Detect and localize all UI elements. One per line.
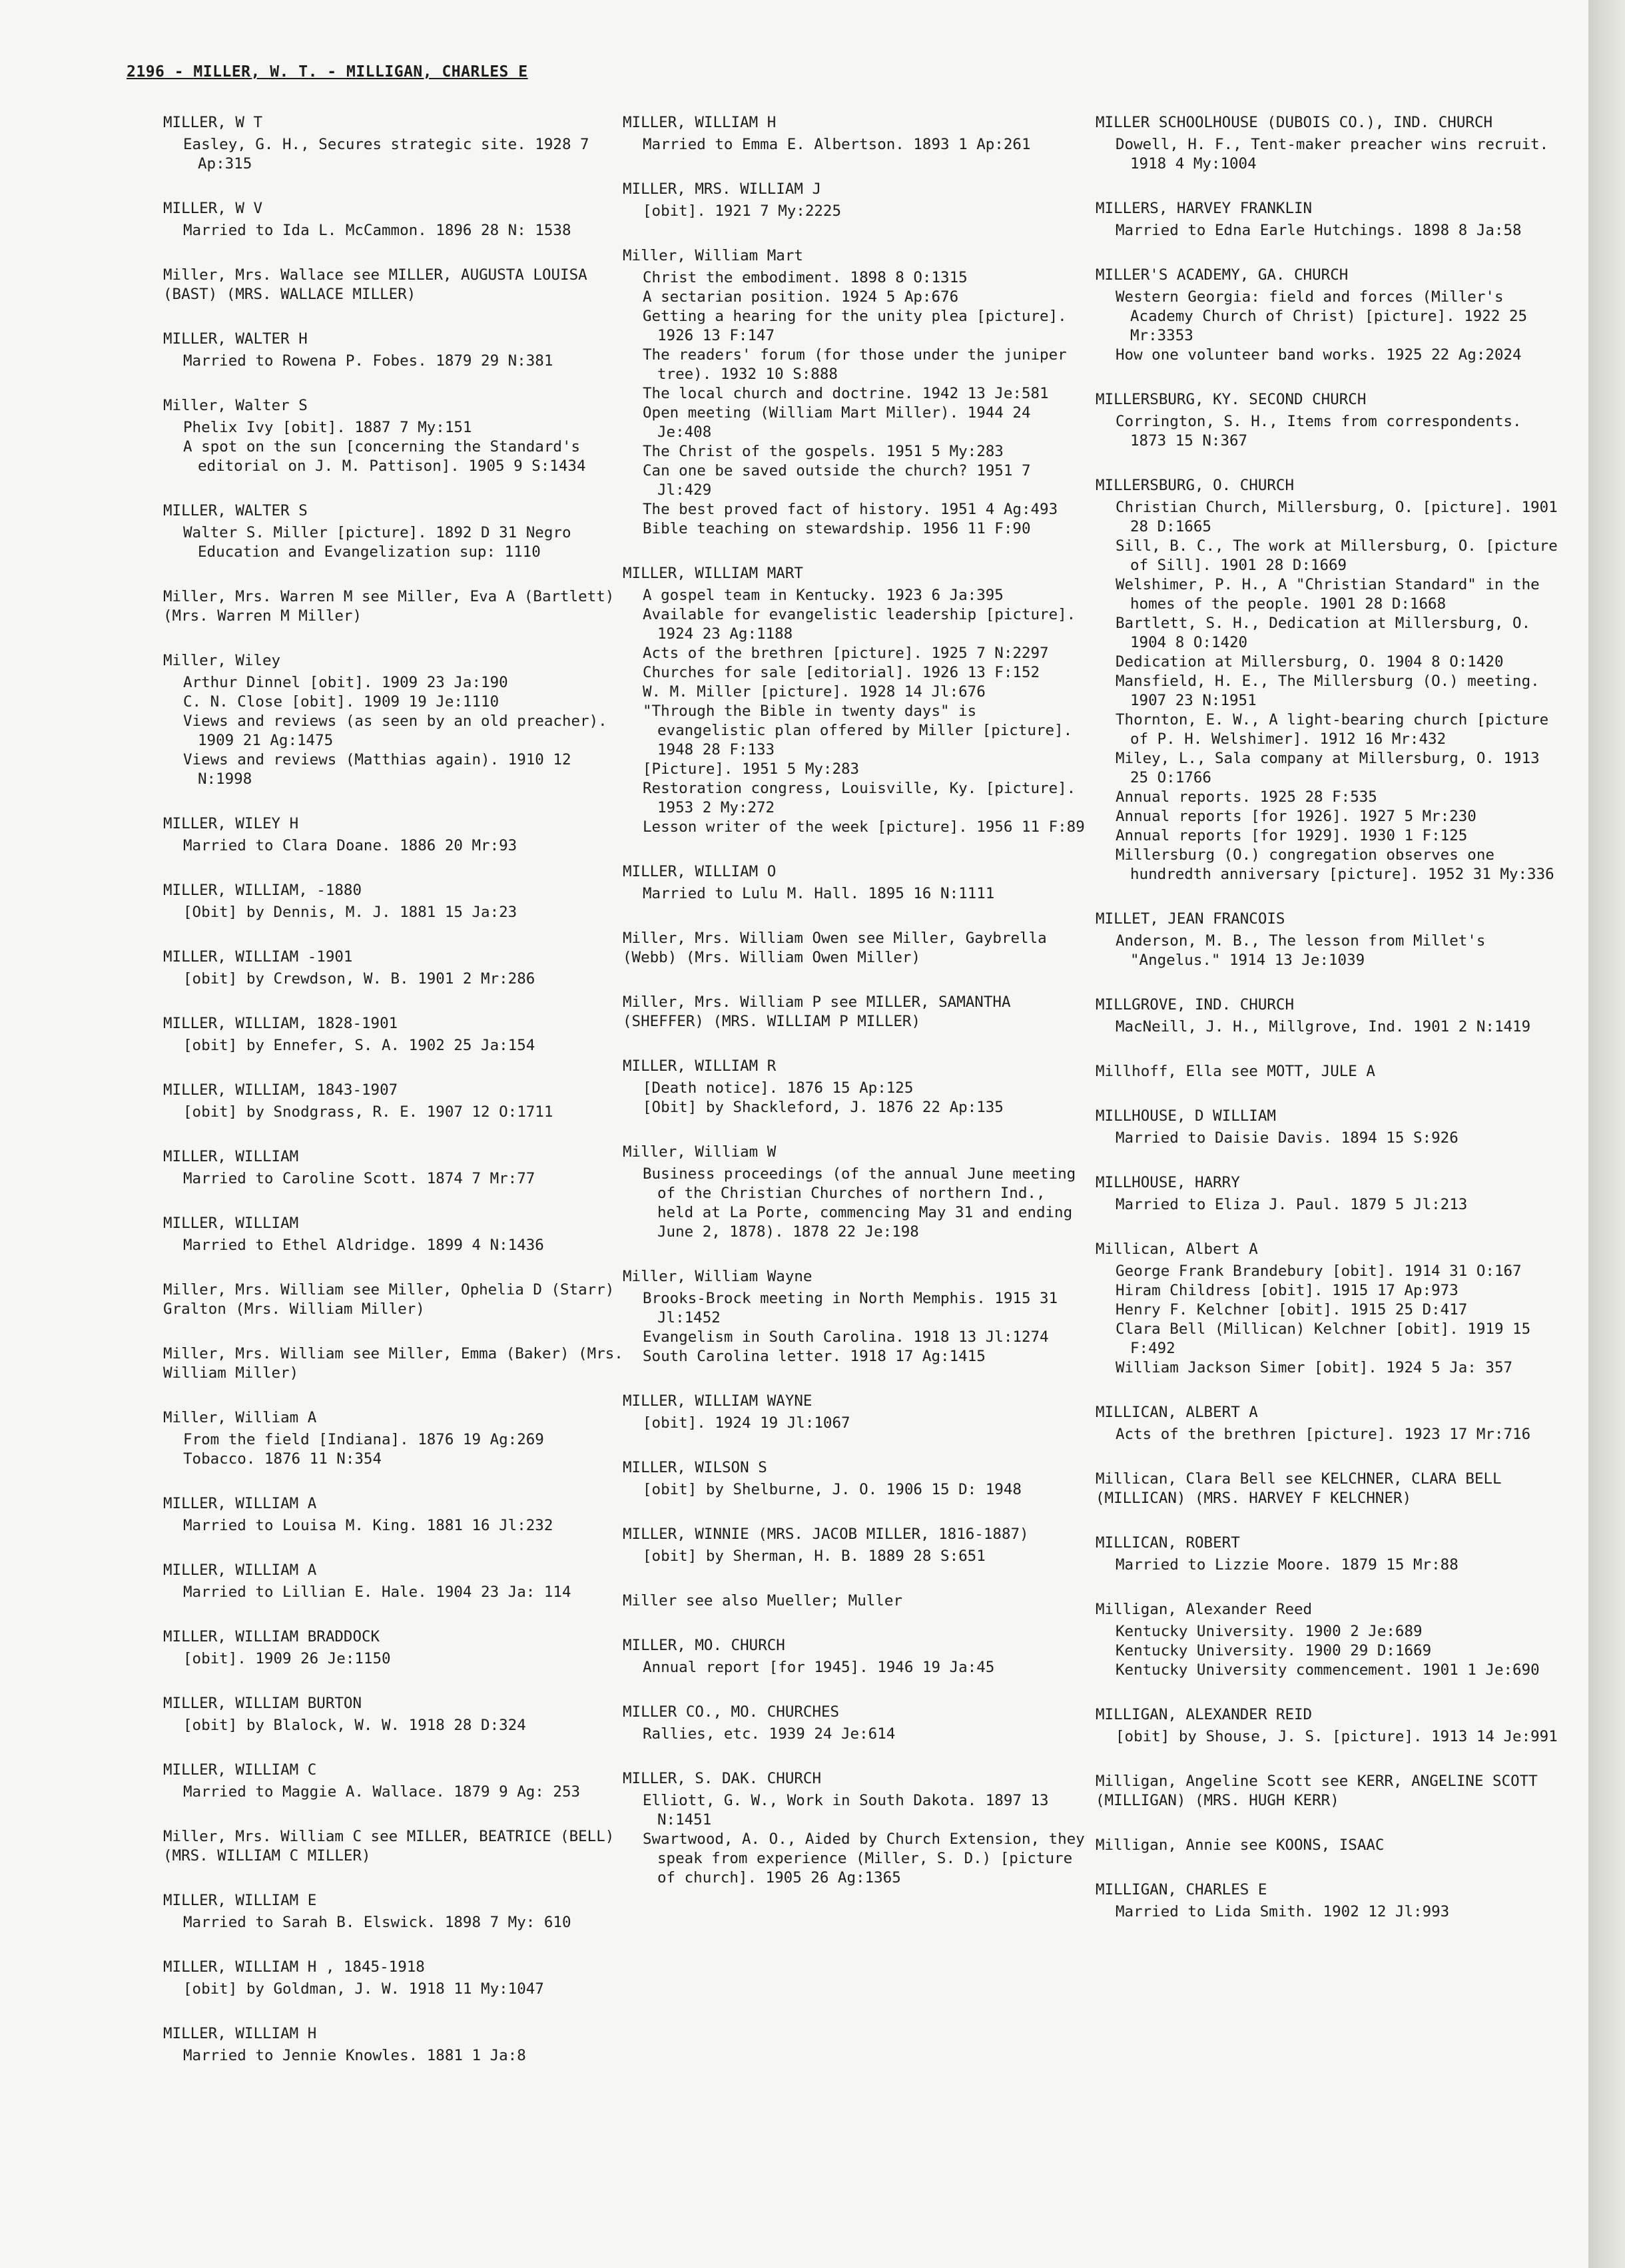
index-entry — [163, 1014, 629, 1055]
index-entry — [1096, 199, 1562, 240]
entry-reference: Getting a hearing for the unity plea [picture]. 1926 13 F:147 — [643, 308, 1067, 344]
entry-heading: MILLER CO., MO. CHURCHES — [623, 1703, 840, 1721]
entry-reference: W. M. Miller [picture]. 1928 14 Jl:676 — [643, 683, 986, 701]
entry-reference: [obit] by Sherman, H. B. 1889 28 S:651 — [643, 1548, 986, 1565]
entry-reference: From the field [Indiana]. 1876 19 Ag:269 — [183, 1431, 544, 1448]
entry-heading: MILLHOUSE, D WILLIAM — [1096, 1107, 1276, 1125]
index-entry — [1096, 1772, 1562, 1811]
entry-reference: Lesson writer of the week [picture]. 1956 11 F:89 — [643, 818, 1085, 836]
index-entry — [1096, 1240, 1562, 1378]
entry-heading: MILLER, WALTER S — [163, 502, 308, 519]
index-entry — [1096, 1107, 1562, 1148]
entry-heading: MILLIGAN, ALEXANDER REID — [1096, 1706, 1313, 1723]
entry-heading: MILLERSBURG, KY. SECOND CHURCH — [1096, 391, 1367, 408]
entry-reference: Annual reports [for 1929]. 1930 1 F:125 — [1116, 827, 1468, 844]
index-entry — [163, 1891, 629, 1932]
entry-reference: Married to Lillian E. Hale. 1904 23 Ja: 114 — [183, 1583, 571, 1601]
entry-heading: Miller, Mrs. William see Miller, Emma (Baker) (Mrs. William Miller) — [163, 1345, 623, 1382]
entry-reference: Annual reports [for 1926]. 1927 5 Mr:230 — [1116, 808, 1476, 825]
entry-heading: MILLER, WILLIAM, -1880 — [163, 882, 362, 899]
entry-reference: Dedication at Millersburg, O. 1904 8 O:1420 — [1116, 653, 1504, 671]
entry-reference: [obit] by Goldman, J. W. 1918 11 My:1047 — [183, 1980, 544, 1998]
index-entry — [623, 1769, 1089, 1888]
entry-heading: Miller, Mrs. William see Miller, Ophelia D (Starr) Gralton (Mrs. William Miller) — [163, 1281, 615, 1318]
entry-heading: Millican, Albert A — [1096, 1241, 1258, 1258]
entry-reference: Evangelism in South Carolina. 1918 13 Jl:1274 — [643, 1328, 1049, 1346]
index-entry — [623, 862, 1089, 904]
entry-reference: Acts of the brethren [picture]. 1923 17 Mr:716 — [1116, 1426, 1531, 1443]
entry-reference: Tobacco. 1876 11 N:354 — [183, 1450, 382, 1468]
entry-heading: MILLER, S. DAK. CHURCH — [623, 1770, 822, 1787]
entry-reference: Married to Rowena P. Fobes. 1879 29 N:381 — [183, 352, 553, 370]
entry-heading: Miller see also Mueller; Muller — [623, 1592, 902, 1609]
entry-reference: "Through the Bible in twenty days" is evangelistic plan offered by Miller [picture]. 1948 28 F:133 — [643, 703, 1073, 758]
entry-heading: MILLER, WILLIAM BRADDOCK — [163, 1628, 380, 1645]
index-entry — [163, 651, 629, 789]
entry-heading: MILLER, W T — [163, 114, 263, 131]
entry-heading: MILLER'S ACADEMY, GA. CHURCH — [1096, 266, 1349, 284]
entry-heading: Miller, William W — [623, 1143, 777, 1161]
entry-heading: MILLER, WALTER H — [163, 330, 308, 348]
entry-reference: A spot on the sun [concerning the Standard's editorial on J. M. Pattison]. 1905 9 S:1434 — [183, 438, 586, 475]
entry-reference: Sill, B. C., The work at Millersburg, O. [picture of Sill]. 1901 28 D:1669 — [1116, 537, 1558, 574]
entry-reference: Married to Eliza J. Paul. 1879 5 Jl:213 — [1116, 1196, 1468, 1213]
entry-reference: [obit] by Crewdson, W. B. 1901 2 Mr:286 — [183, 970, 535, 988]
entry-heading: MILLER, WILLIAM E — [163, 1892, 317, 1909]
page-edge — [1588, 0, 1625, 2268]
index-entry — [623, 929, 1089, 968]
entry-reference: [obit]. 1909 26 Je:1150 — [183, 1650, 391, 1667]
entry-heading: Miller, William Mart — [623, 247, 803, 264]
entry-heading: MILLER, WILLIAM H — [623, 114, 777, 131]
entry-reference: Open meeting (William Mart Miller). 1944 24 Je:408 — [643, 404, 1031, 441]
entry-heading: MILLET, JEAN FRANCOIS — [1096, 910, 1285, 928]
index-entry — [163, 501, 629, 562]
entry-reference: Can one be saved outside the church? 1951 7 Jl:429 — [643, 462, 1031, 499]
index-entry — [163, 881, 629, 922]
entry-reference: Brooks-Brock meeting in North Memphis. 1915 31 Jl:1452 — [643, 1290, 1058, 1326]
index-entry — [163, 1344, 629, 1383]
entry-reference: [Obit] by Dennis, M. J. 1881 15 Ja:23 — [183, 904, 517, 921]
entry-heading: MILLICAN, ALBERT A — [1096, 1404, 1258, 1421]
entry-reference: Married to Ida L. McCammon. 1896 28 N: 1538 — [183, 222, 571, 239]
entry-heading: Miller, Mrs. Wallace see MILLER, AUGUSTA LOUISA (BAST) (MRS. WALLACE MILLER) — [163, 266, 587, 303]
entry-heading: MILLERS, HARVEY FRANKLIN — [1096, 200, 1313, 217]
entry-heading: MILLER, WILEY H — [163, 815, 299, 832]
entry-reference: [obit]. 1924 19 Jl:1067 — [643, 1414, 850, 1432]
entry-reference: Bartlett, S. H., Dedication at Millersburg, O. 1904 8 O:1420 — [1116, 615, 1531, 651]
entry-reference: How one volunteer band works. 1925 22 Ag:2024 — [1116, 346, 1522, 364]
index-column-1 — [163, 113, 629, 2091]
index-entry — [163, 814, 629, 856]
index-entry — [1096, 1836, 1562, 1855]
entry-reference: Married to Jennie Knowles. 1881 1 Ja:8 — [183, 2047, 526, 2064]
entry-heading: MILLER, WILLIAM WAYNE — [623, 1392, 812, 1410]
entry-heading: MILLER, WILLIAM — [163, 1215, 299, 1232]
entry-heading: MILLER, WILLIAM A — [163, 1561, 317, 1579]
index-entry — [163, 1958, 629, 1999]
entry-heading: Milligan, Annie see KOONS, ISAAC — [1096, 1837, 1385, 1854]
entry-reference: Arthur Dinnel [obit]. 1909 23 Ja:190 — [183, 674, 508, 691]
entry-heading: MILLER, WILLIAM A — [163, 1495, 317, 1512]
entry-heading: MILLER, WILLIAM H , 1845-1918 — [163, 1958, 425, 1976]
entry-reference: Anderson, M. B., The lesson from Millet's "Angelus." 1914 13 Je:1039 — [1116, 932, 1486, 969]
entry-reference: Married to Lulu M. Hall. 1895 16 N:1111 — [643, 885, 995, 902]
entry-heading: Miller, Mrs. William P see MILLER, SAMANTHA (SHEFFER) (MRS. WILLIAM P MILLER) — [623, 993, 1011, 1030]
entry-reference: Corrington, S. H., Items from correspondents. 1873 15 N:367 — [1116, 413, 1522, 449]
entry-heading: MILLICAN, ROBERT — [1096, 1534, 1240, 1552]
entry-reference: Kentucky University. 1900 2 Je:689 — [1116, 1623, 1423, 1640]
entry-reference: Married to Louisa M. King. 1881 16 Jl:232 — [183, 1517, 553, 1534]
entry-heading: MILLER, WILLIAM O — [623, 863, 777, 880]
entry-reference: A sectarian position. 1924 5 Ap:676 — [643, 288, 959, 306]
entry-reference: Married to Caroline Scott. 1874 7 Mr:77 — [183, 1170, 535, 1187]
entry-reference: Views and reviews (Matthias again). 1910 12 N:1998 — [183, 751, 571, 788]
entry-heading: MILLER, WILLIAM, 1843-1907 — [163, 1081, 398, 1099]
entry-heading: MILLER, WILLIAM C — [163, 1761, 317, 1779]
entry-heading: MILLER, WINNIE (MRS. JACOB MILLER, 1816-1887) — [623, 1526, 1029, 1543]
index-entry — [623, 246, 1089, 539]
index-entry — [163, 1214, 629, 1255]
index-entry — [163, 1147, 629, 1189]
index-entry — [163, 1561, 629, 1602]
entry-reference: The Christ of the gospels. 1951 5 My:283 — [643, 443, 1004, 460]
entry-reference: Miley, L., Sala company at Millersburg, O. 1913 25 O:1766 — [1116, 750, 1540, 786]
index-entry — [623, 1525, 1089, 1566]
index-entry — [623, 1143, 1089, 1242]
index-entry — [1096, 1705, 1562, 1747]
entry-heading: MILLER, WILLIAM H — [163, 2025, 317, 2042]
index-entry — [1096, 1173, 1562, 1215]
entry-reference: Annual report [for 1945]. 1946 19 Ja:45 — [643, 1659, 995, 1676]
index-entry — [1096, 1062, 1562, 1081]
entry-reference: [obit] by Snodgrass, R. E. 1907 12 O:1711 — [183, 1103, 553, 1121]
entry-heading: MILLER, WILSON S — [623, 1459, 767, 1476]
index-entry — [163, 948, 629, 989]
index-entry — [1096, 1534, 1562, 1575]
index-entry — [163, 587, 629, 626]
entry-heading: Miller, Mrs. William C see MILLER, BEATRICE (BELL) (MRS. WILLIAM C MILLER) — [163, 1828, 615, 1864]
index-entry — [623, 564, 1089, 837]
entry-heading: Millhoff, Ella see MOTT, JULE A — [1096, 1063, 1375, 1080]
entry-reference: Elliott, G. W., Work in South Dakota. 1897 13 N:1451 — [643, 1792, 1049, 1829]
entry-reference: South Carolina letter. 1918 17 Ag:1415 — [643, 1348, 986, 1365]
entry-heading: Miller, William Wayne — [623, 1268, 812, 1285]
entry-reference: Married to Sarah B. Elswick. 1898 7 My: 610 — [183, 1914, 571, 1931]
index-entry — [1096, 113, 1562, 174]
entry-reference: Married to Emma E. Albertson. 1893 1 Ap:261 — [643, 136, 1031, 153]
entry-reference: Business proceedings (of the annual June meeting of the Christian Churches of northern Ind., held at La Porte, commencing May 31 and ending June 2, 1878). 1878 22 Je:198 — [643, 1165, 1076, 1241]
index-entry — [163, 1494, 629, 1536]
entry-reference: Phelix Ivy [obit]. 1887 7 My:151 — [183, 419, 472, 436]
index-entry — [1096, 995, 1562, 1037]
entry-reference: [obit] by Blalock, W. W. 1918 28 D:324 — [183, 1717, 526, 1734]
entry-heading: MILLER, WILLIAM, 1828-1901 — [163, 1015, 398, 1032]
entry-reference: Married to Maggie A. Wallace. 1879 9 Ag: 253 — [183, 1783, 581, 1801]
index-entry — [163, 1081, 629, 1122]
index-entry — [1096, 266, 1562, 365]
entry-reference: Bible teaching on stewardship. 1956 11 F:90 — [643, 520, 1031, 537]
index-entry — [1096, 1403, 1562, 1444]
entry-reference: Western Georgia: field and forces (Miller's Academy Church of Christ) [picture]. 1922 25 Mr:3353 — [1116, 288, 1528, 344]
index-entry — [623, 113, 1089, 154]
entry-reference: Married to Lizzie Moore. 1879 15 Mr:88 — [1116, 1556, 1459, 1573]
entry-reference: [obit] by Shouse, J. S. [picture]. 1913 14 Je:991 — [1116, 1728, 1558, 1745]
index-entry — [1096, 910, 1562, 970]
entry-reference: Married to Daisie Davis. 1894 15 S:926 — [1116, 1129, 1459, 1147]
entry-heading: Milligan, Angeline Scott see KERR, ANGELINE SCOTT (MILLIGAN) (MRS. HUGH KERR) — [1096, 1773, 1538, 1809]
entry-reference: Millersburg (O.) congregation observes one hundredth anniversary [picture]. 1952 31 My:336 — [1116, 846, 1554, 883]
entry-heading: Milligan, Alexander Reed — [1096, 1601, 1313, 1618]
index-entry — [1096, 390, 1562, 451]
index-entry — [1096, 1880, 1562, 1922]
entry-reference: Rallies, etc. 1939 24 Je:614 — [643, 1725, 896, 1743]
index-entry — [1096, 1470, 1562, 1508]
entry-reference: Kentucky University commencement. 1901 1 Je:690 — [1116, 1661, 1540, 1679]
index-entry — [163, 396, 629, 476]
entry-reference: The readers' forum (for those under the juniper tree). 1932 10 S:888 — [643, 346, 1067, 383]
index-entry — [163, 330, 629, 371]
index-entry — [623, 1458, 1089, 1500]
entry-reference: Dowell, H. F., Tent-maker preacher wins recruit. 1918 4 My:1004 — [1116, 136, 1549, 172]
entry-heading: Miller, Walter S — [163, 397, 308, 414]
index-entry — [1096, 476, 1562, 884]
entry-reference: Churches for sale [editorial]. 1926 13 F:152 — [643, 664, 1040, 681]
entry-heading: Miller, Wiley — [163, 652, 281, 669]
entry-reference: Mansfield, H. E., The Millersburg (O.) meeting. 1907 23 N:1951 — [1116, 673, 1540, 709]
index-entry — [163, 113, 629, 174]
entry-reference: MacNeill, J. H., Millgrove, Ind. 1901 2 N:1419 — [1116, 1018, 1531, 1035]
entry-reference: Married to Edna Earle Hutchings. 1898 8 Ja:58 — [1116, 222, 1522, 239]
entry-heading: MILLER SCHOOLHOUSE (DUBOIS CO.), IND. CHURCH — [1096, 114, 1493, 131]
entry-reference: Christian Church, Millersburg, O. [picture]. 1901 28 D:1665 — [1116, 499, 1558, 535]
index-entry — [623, 1703, 1089, 1744]
index-entry — [163, 1627, 629, 1669]
entry-heading: MILLER, W V — [163, 200, 263, 217]
index-column-2 — [623, 113, 1089, 1913]
entry-reference: Easley, G. H., Secures strategic site. 1928 7 Ap:315 — [183, 136, 589, 172]
index-entry — [623, 1392, 1089, 1433]
entry-reference: Kentucky University. 1900 29 D:1669 — [1116, 1642, 1432, 1659]
index-entry — [623, 1591, 1089, 1611]
entry-heading: MILLER, WILLIAM — [163, 1148, 299, 1165]
page-header: 2196 - MILLER, W. T. - MILLIGAN, CHARLES E — [127, 63, 528, 81]
entry-reference: A gospel team in Kentucky. 1923 6 Ja:395 — [643, 587, 1004, 604]
entry-heading: MILLGROVE, IND. CHURCH — [1096, 996, 1295, 1013]
entry-reference: William Jackson Simer [obit]. 1924 5 Ja: 357 — [1116, 1359, 1513, 1376]
index-entry — [163, 199, 629, 240]
entry-heading: Miller, William A — [163, 1409, 317, 1426]
index-entry — [623, 1267, 1089, 1366]
entry-reference: Married to Ethel Aldridge. 1899 4 N:1436 — [183, 1237, 544, 1254]
entry-heading: MILLER, WILLIAM R — [623, 1057, 777, 1075]
entry-reference: [Obit] by Shackleford, J. 1876 22 Ap:135 — [643, 1099, 1004, 1116]
entry-heading: Miller, Mrs. Warren M see Miller, Eva A (Bartlett) (Mrs. Warren M Miller) — [163, 588, 615, 625]
entry-reference: Views and reviews (as seen by an old preacher). 1909 21 Ag:1475 — [183, 712, 607, 749]
index-entry — [623, 993, 1089, 1031]
entry-reference: George Frank Brandebury [obit]. 1914 31 O:167 — [1116, 1263, 1522, 1280]
index-column-3 — [1096, 113, 1562, 1947]
entry-heading: Millican, Clara Bell see KELCHNER, CLARA BELL (MILLICAN) (MRS. HARVEY F KELCHNER) — [1096, 1470, 1502, 1507]
entry-reference: Hiram Childress [obit]. 1915 17 Ap:973 — [1116, 1282, 1459, 1299]
index-entry — [623, 180, 1089, 221]
entry-reference: Thornton, E. W., A light-bearing church [picture of P. H. Welshimer]. 1912 16 Mr:432 — [1116, 711, 1549, 748]
entry-reference: The best proved fact of history. 1951 4 Ag:493 — [643, 501, 1058, 518]
entry-heading: Miller, Mrs. William Owen see Miller, Gaybrella (Webb) (Mrs. William Owen Miller) — [623, 930, 1047, 966]
entry-reference: Acts of the brethren [picture]. 1925 7 N:2297 — [643, 645, 1049, 662]
index-entry — [163, 1694, 629, 1735]
entry-reference: Available for evangelistic leadership [picture]. 1924 23 Ag:1188 — [643, 606, 1076, 643]
entry-reference: C. N. Close [obit]. 1909 19 Je:1110 — [183, 693, 499, 710]
entry-reference: Swartwood, A. O., Aided by Church Extension, they speak from experience (Miller, S. D.) [picture of church]. 1905 26 Ag:1365 — [643, 1831, 1085, 1886]
entry-reference: Welshimer, P. H., A "Christian Standard" in the homes of the people. 1901 28 D:1668 — [1116, 576, 1540, 613]
index-entry — [163, 1761, 629, 1802]
entry-heading: MILLER, WILLIAM MART — [623, 565, 803, 582]
index-entry — [163, 2024, 629, 2066]
entry-heading: MILLERSBURG, O. CHURCH — [1096, 477, 1295, 494]
entry-reference: [Picture]. 1951 5 My:283 — [643, 760, 860, 778]
entry-reference: The local church and doctrine. 1942 13 Je:581 — [643, 385, 1049, 402]
entry-reference: Henry F. Kelchner [obit]. 1915 25 D:417 — [1116, 1301, 1468, 1318]
entry-reference: [obit] by Ennefer, S. A. 1902 25 Ja:154 — [183, 1037, 535, 1054]
entry-heading: MILLIGAN, CHARLES E — [1096, 1881, 1267, 1898]
index-entry — [163, 1827, 629, 1866]
entry-heading: MILLER, MO. CHURCH — [623, 1637, 785, 1654]
entry-heading: MILLHOUSE, HARRY — [1096, 1174, 1240, 1191]
entry-reference: Annual reports. 1925 28 F:535 — [1116, 788, 1377, 806]
index-entry — [163, 1408, 629, 1469]
index-entry — [163, 266, 629, 304]
entry-reference: [obit]. 1921 7 My:2225 — [643, 202, 842, 220]
entry-heading: MILLER, MRS. WILLIAM J — [623, 180, 822, 198]
entry-reference: Married to Clara Doane. 1886 20 Mr:93 — [183, 837, 517, 854]
entry-reference: Restoration congress, Louisville, Ky. [picture]. 1953 2 My:272 — [643, 780, 1076, 816]
entry-reference: [Death notice]. 1876 15 Ap:125 — [643, 1079, 914, 1097]
index-entry — [623, 1057, 1089, 1117]
index-entry — [623, 1636, 1089, 1677]
entry-heading: MILLER, WILLIAM BURTON — [163, 1695, 362, 1712]
entry-reference: Clara Bell (Millican) Kelchner [obit]. 1919 15 F:492 — [1116, 1320, 1531, 1357]
entry-heading: MILLER, WILLIAM -1901 — [163, 948, 353, 966]
index-entry — [1096, 1600, 1562, 1680]
entry-reference: Married to Lida Smith. 1902 12 Jl:993 — [1116, 1903, 1450, 1920]
entry-reference: [obit] by Shelburne, J. O. 1906 15 D: 1948 — [643, 1481, 1022, 1498]
entry-reference: Christ the embodiment. 1898 8 O:1315 — [643, 269, 968, 286]
entry-reference: Walter S. Miller [picture]. 1892 D 31 Negro Education and Evangelization sup: 1110 — [183, 524, 571, 561]
index-entry — [163, 1280, 629, 1319]
